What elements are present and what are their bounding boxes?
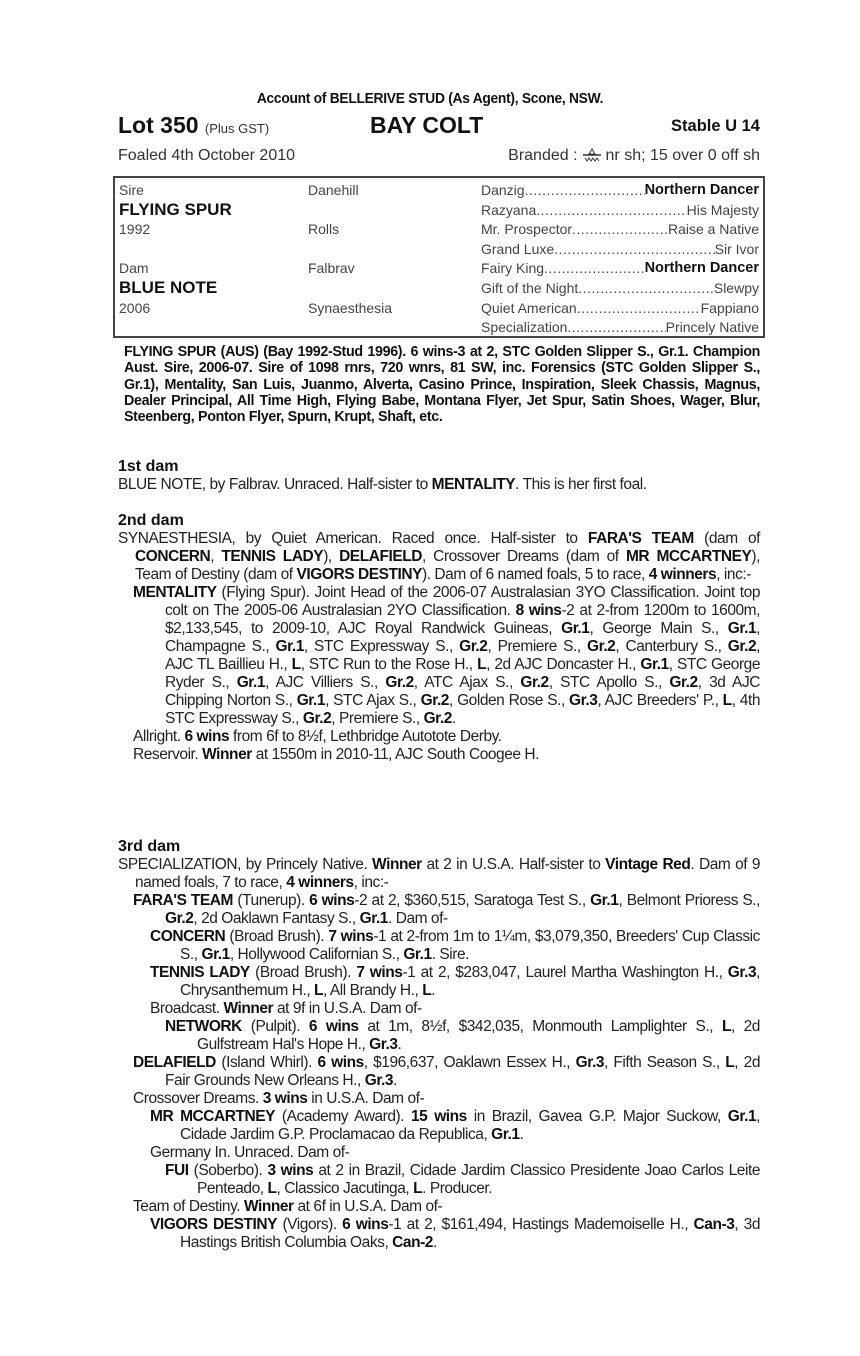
text-segment: , AJC Breeders' P.,: [597, 692, 723, 709]
highlighted-text: 6 wins: [309, 892, 355, 909]
highlighted-text: Gr.2: [520, 674, 549, 691]
great-grandparent-sire: Raise a Native: [667, 221, 759, 238]
highlighted-text: Gr.1: [727, 620, 757, 637]
dot-leader: [567, 319, 665, 335]
grandparent-name: Danehill: [308, 182, 359, 198]
highlighted-text: Gr.1: [236, 674, 266, 691]
highlighted-text: 6 wins: [184, 728, 230, 745]
highlighted-text: 7 wins: [356, 964, 403, 981]
text-segment: , Classico Jacutinga,: [276, 1180, 414, 1197]
text-segment: (Broad Brush).: [249, 964, 357, 981]
text-segment: , George Main S.,: [589, 620, 728, 637]
great-grandparent-name: Danzig: [481, 182, 525, 198]
great-grandparent-name: Quiet American: [481, 299, 577, 316]
highlighted-text: MENTALITY: [431, 476, 516, 493]
highlighted-text: L: [725, 1054, 735, 1071]
text-segment: . Producer.: [422, 1180, 493, 1197]
text-segment: , 4th STC Expressway S.,: [165, 692, 760, 727]
highlighted-text: DELAFIELD: [339, 548, 422, 565]
parent-label: 2006: [119, 299, 151, 316]
grandparent-name: Rolls: [308, 221, 340, 238]
great-grandparent-entry: [481, 300, 759, 316]
text-segment: , Champagne S.,: [165, 620, 760, 655]
highlighted-text: Gr.1: [590, 892, 619, 909]
great-grandparent-entry: [481, 260, 759, 276]
great-grandparent-sire: Fappiano: [700, 299, 759, 316]
dam-paragraph: [118, 584, 760, 728]
text-segment: BLUE NOTE, by Falbrav. Unraced. Half-sister to: [118, 476, 432, 493]
parent-name: FLYING SPUR: [119, 199, 232, 219]
text-segment: , 2d Oaklawn Fantasy S.,: [193, 910, 360, 927]
text-segment: (Island Whirl).: [215, 1054, 318, 1071]
text-segment: (Tunerup).: [233, 892, 310, 909]
pedigree-row: [115, 219, 763, 239]
text-segment: in U.S.A. Dam of-: [307, 1090, 425, 1107]
highlighted-text: L: [413, 1180, 423, 1197]
text-segment: from 6f to 8½f, Lethbridge Autotote Derby.: [229, 728, 502, 745]
highlighted-text: Gr.3: [369, 1036, 398, 1053]
parent-label: Sire: [119, 182, 144, 198]
highlighted-text: Gr.1: [296, 692, 326, 709]
great-grandparent-entry: [481, 280, 759, 296]
dot-leader: [572, 221, 668, 237]
highlighted-text: NETWORK: [165, 1018, 242, 1035]
highlighted-text: Gr.1: [561, 620, 590, 637]
highlighted-text: CONCERN: [150, 928, 226, 945]
text-segment: , Cidade Jardim G.P. Proclamacao da Republica,: [180, 1108, 760, 1143]
highlighted-text: Gr.2: [727, 638, 757, 655]
branded-info: [508, 147, 760, 165]
highlighted-text: Gr.3: [364, 1072, 394, 1089]
highlighted-text: Can-3: [693, 1216, 735, 1233]
highlighted-text: Can-2: [392, 1234, 433, 1251]
text-segment: -2 at 2, $360,515, Saratoga Test S.,: [354, 892, 591, 909]
text-segment: , inc:-: [716, 566, 751, 583]
sire-summary: FLYING SPUR (AUS) (Bay 1992-Stud 1996). 6 wins-3 at 2, STC Golden Slipper S., Gr.1. Champion Aust. Sire, 2006-07. Sire of 1098 rnrs, 720 wnrs, 81 SW, inc. Forensics (STC Golden Slipper S., Gr.1), Mentality, San Luis, Juanmo, Alverta, Casino Prince, Inspiration, Sleek Chassis, Magnus, Dealer Principal, All Time High, Flying Babe, Montana Flyer, Jet Spur, Satin Shoes, Wager, Blur, Steenberg, Ponton Flyer, Spurn, Krupt, Shaft, etc.: [124, 344, 760, 426]
dam-paragraph: [118, 1108, 760, 1144]
highlighted-text: Gr.2: [586, 638, 616, 655]
lot-number: [118, 112, 269, 139]
text-segment: ,: [210, 548, 222, 565]
highlighted-text: L: [721, 1018, 731, 1035]
highlighted-text: 6 wins: [308, 1018, 359, 1035]
text-segment: at 2 in Brazil, Cidade Jardim Classico Presidente Joao Carlos Leite Penteado,: [197, 1162, 760, 1197]
highlighted-text: 3 wins: [267, 1162, 314, 1179]
second-dam-section: [118, 512, 760, 764]
pedigree-row: [115, 317, 763, 337]
highlighted-text: FARA'S TEAM: [587, 530, 694, 547]
highlighted-text: L: [422, 982, 432, 999]
text-segment: Reservoir.: [133, 746, 203, 763]
highlighted-text: Gr.2: [385, 674, 414, 691]
text-segment: , STC Run to the Rose H.,: [300, 656, 478, 673]
highlighted-text: Gr.1: [640, 656, 669, 673]
highlighted-text: 4 winners: [648, 566, 717, 583]
brand-mark-icon: [582, 147, 602, 165]
lot-title: BAY COLT: [370, 112, 484, 138]
great-grandparent-entry: [481, 221, 759, 237]
highlighted-text: Gr.3: [727, 964, 757, 981]
dam-paragraph: [118, 856, 760, 892]
text-segment: , Crossover Dreams (dam of: [421, 548, 626, 565]
highlighted-text: MR MCCARTNEY: [150, 1108, 276, 1125]
highlighted-text: Gr.1: [275, 638, 304, 655]
great-grandparent-name: Mr. Prospector: [481, 221, 573, 238]
text-segment: in Brazil, Gavea G.P. Major Suckow,: [466, 1108, 728, 1125]
great-grandparent-sire: Slewpy: [713, 280, 759, 296]
vendor-account-line: Account of BELLERIVE STUD (As Agent), Scone, NSW.: [256, 90, 604, 107]
highlighted-text: L: [722, 692, 732, 709]
dam-paragraph: [118, 1018, 760, 1054]
text-segment: -2 at 2-from 1200m to 1600m, $2,133,545, to 2009-10, AJC Royal Randwick Guineas,: [165, 602, 760, 637]
great-grandparent-sire: His Majesty: [686, 201, 759, 218]
great-grandparent-entry: [481, 241, 759, 257]
highlighted-text: DELAFIELD: [133, 1054, 216, 1071]
lot-label: Lot 350: [118, 112, 199, 138]
dam-paragraph: [118, 1198, 760, 1216]
great-grandparent-name: Fairy King: [481, 260, 545, 277]
text-segment: SPECIALIZATION, by Princely Native.: [118, 856, 373, 873]
text-segment: , 3d AJC Chipping Norton S.,: [165, 674, 760, 709]
text-segment: (Flying Spur). Joint Head of the 2006-07 Australasian 3YO Classification. Joint top colt on The 2005-06 Australasian 2YO Classification.: [165, 584, 760, 619]
dot-leader: [554, 241, 714, 257]
text-segment: , AJC Villiers S.,: [265, 674, 386, 691]
highlighted-text: Winner: [372, 856, 422, 873]
great-grandparent-entry: [481, 202, 759, 218]
highlighted-text: CONCERN: [135, 548, 211, 565]
text-segment: at 2 in U.S.A. Half-sister to: [421, 856, 606, 873]
great-grandparent-sire: Northern Dancer: [644, 182, 759, 198]
dam-paragraph: [118, 1216, 760, 1252]
text-segment: , inc:-: [353, 874, 389, 891]
text-segment: , Belmont Prioress S.,: [618, 892, 761, 909]
great-grandparent-name: Razyana: [481, 201, 537, 218]
highlighted-text: 4 winners: [286, 874, 354, 891]
text-segment: (dam of: [693, 530, 760, 547]
pedigree-row: [115, 298, 763, 318]
dam-paragraph: [118, 1090, 760, 1108]
pedigree-row: [115, 200, 763, 220]
highlighted-text: Gr.2: [165, 910, 194, 927]
highlighted-text: Gr.2: [420, 692, 449, 709]
text-segment: .: [432, 1234, 437, 1251]
highlighted-text: 6 wins: [317, 1054, 364, 1071]
highlighted-text: Gr.3: [569, 692, 598, 709]
highlighted-text: L: [267, 1180, 277, 1197]
text-segment: . This is her first foal.: [515, 476, 647, 493]
text-segment: , Premiere S.,: [331, 710, 424, 727]
great-grandparent-sire: Northern Dancer: [644, 260, 759, 277]
text-segment: -1 at 2, $161,494, Hastings Mademoiselle H.,: [388, 1216, 694, 1233]
parent-label: 1992: [119, 221, 151, 238]
dam-paragraph: [118, 928, 760, 964]
dam-paragraph: [118, 476, 760, 494]
highlighted-text: Gr.1: [403, 946, 432, 963]
great-grandparent-name: Specialization: [481, 319, 568, 336]
text-segment: , ATC Ajax S.,: [413, 674, 521, 691]
dam-paragraph: [118, 1162, 760, 1198]
highlighted-text: Gr.2: [459, 638, 488, 655]
highlighted-text: Gr.1: [727, 1108, 757, 1125]
grandparent-name: Falbrav: [308, 260, 355, 277]
text-segment: .: [397, 1036, 402, 1053]
text-segment: , STC Ajax S.,: [325, 692, 421, 709]
first-dam-section: [118, 458, 760, 494]
branded-label: Branded :: [508, 147, 578, 164]
text-segment: -1 at 2, $283,047, Laurel Martha Washington H.,: [402, 964, 728, 981]
text-segment: , STC Expressway S.,: [303, 638, 460, 655]
highlighted-text: 8 wins: [515, 602, 562, 619]
text-segment: at 1550m in 2010-11, AJC South Coogee H.: [251, 746, 539, 763]
dam-paragraph: [118, 1000, 760, 1018]
highlighted-text: 3 wins: [262, 1090, 308, 1107]
text-segment: (Broad Brush).: [225, 928, 329, 945]
text-segment: ). Dam of 6 named foals, 5 to race,: [421, 566, 649, 583]
text-segment: , Hollywood Californian S.,: [229, 946, 404, 963]
dot-leader: [536, 202, 686, 218]
text-segment: , Fifth Season S.,: [604, 1054, 726, 1071]
dam-heading: 3rd dam: [118, 838, 181, 855]
third-dam-section: [118, 838, 760, 1252]
text-segment: (Pulpit).: [241, 1018, 309, 1035]
highlighted-text: FUI: [165, 1162, 189, 1179]
text-segment: . Dam of-: [387, 910, 448, 927]
pedigree-row: [115, 239, 763, 259]
text-segment: (Vigors).: [277, 1216, 343, 1233]
highlighted-text: VIGORS DESTINY: [150, 1216, 278, 1233]
stable-location: Stable U 14: [671, 117, 760, 135]
text-segment: . Sire.: [431, 946, 470, 963]
text-segment: Team of Destiny.: [133, 1198, 244, 1215]
text-segment: .: [431, 982, 436, 999]
great-grandparent-sire: Sir Ivor: [714, 240, 759, 257]
highlighted-text: 6 wins: [342, 1216, 389, 1233]
dam-heading: 2nd dam: [118, 512, 184, 529]
dam-paragraph: [118, 892, 760, 928]
highlighted-text: Winner: [202, 746, 252, 763]
text-segment: , STC Apollo S.,: [548, 674, 670, 691]
parent-label: Dam: [119, 260, 149, 277]
text-segment: , Chrysanthemum H.,: [180, 964, 761, 999]
text-segment: , 2d AJC Doncaster H.,: [486, 656, 641, 673]
text-segment: at 1m, 8½f, $342,035, Monmouth Lamplighter S.,: [358, 1018, 722, 1035]
text-segment: Crossover Dreams.: [133, 1090, 263, 1107]
highlighted-text: Gr.3: [575, 1054, 604, 1071]
pedigree-row: [115, 180, 763, 200]
branded-detail: nr sh; 15 over 0 off sh: [605, 147, 760, 164]
dot-leader: [577, 300, 701, 316]
text-segment: -1 at 2-from 1m to 1¼m, $3,079,350, Breeders' Cup Classic S.,: [180, 928, 760, 963]
text-segment: , 2d Gulfstream Hal's Hope H.,: [197, 1018, 760, 1053]
text-segment: ),: [323, 548, 340, 565]
highlighted-text: L: [314, 982, 324, 999]
text-segment: .: [393, 1072, 397, 1089]
text-segment: (Soberbo).: [188, 1162, 268, 1179]
highlighted-text: Gr.1: [359, 910, 388, 927]
highlighted-text: 7 wins: [328, 928, 374, 945]
text-segment: , Premiere S.,: [487, 638, 587, 655]
dam-paragraph: [118, 728, 760, 746]
great-grandparent-sire: Princely Native: [665, 319, 759, 336]
text-segment: at 6f in U.S.A. Dam of-: [293, 1198, 443, 1215]
text-segment: .: [519, 1126, 524, 1143]
great-grandparent-entry: [481, 182, 759, 198]
pedigree-table: [113, 176, 765, 338]
text-segment: Germany In. Unraced. Dam of-: [150, 1144, 350, 1161]
highlighted-text: VIGORS DESTINY: [296, 566, 422, 583]
great-grandparent-name: Gift of the Night: [481, 280, 579, 296]
dam-paragraph: [118, 964, 760, 1000]
highlighted-text: FARA'S TEAM: [133, 892, 234, 909]
highlighted-text: TENNIS LADY: [221, 548, 324, 565]
highlighted-text: Winner: [223, 1000, 274, 1017]
dam-heading: 1st dam: [118, 458, 179, 475]
highlighted-text: Vintage Red: [605, 856, 691, 873]
text-segment: , $196,637, Oaklawn Essex H.,: [363, 1054, 576, 1071]
dot-leader: [544, 260, 645, 276]
gst-note: (Plus GST): [204, 121, 270, 136]
text-segment: ), Team of Destiny (dam of: [135, 548, 760, 583]
text-segment: . Dam of 9 named foals, 7 to race,: [135, 856, 760, 891]
dam-paragraph: [118, 530, 760, 584]
highlighted-text: Winner: [243, 1198, 294, 1215]
text-segment: .: [451, 710, 456, 727]
text-segment: , 2d Fair Grounds New Orleans H.,: [165, 1054, 760, 1089]
text-segment: , 3d Hastings British Columbia Oaks,: [180, 1216, 760, 1251]
highlighted-text: MENTALITY: [133, 584, 217, 601]
dot-leader: [525, 182, 645, 198]
highlighted-text: Gr.1: [201, 946, 230, 963]
dot-leader: [578, 280, 714, 296]
highlighted-text: TENNIS LADY: [150, 964, 250, 981]
dam-paragraph: [118, 1054, 760, 1090]
highlighted-text: Gr.1: [491, 1126, 520, 1143]
text-segment: , Golden Rose S.,: [448, 692, 570, 709]
foaled-date: Foaled 4th October 2010: [118, 147, 296, 164]
pedigree-row: [115, 278, 763, 298]
parent-name: BLUE NOTE: [119, 278, 218, 297]
highlighted-text: Gr.2: [423, 710, 452, 727]
text-segment: SYNAESTHESIA, by Quiet American. Raced once. Half-sister to: [118, 530, 588, 547]
text-segment: (Academy Award).: [275, 1108, 411, 1125]
highlighted-text: Gr.2: [302, 710, 332, 727]
text-segment: Allright.: [133, 728, 185, 745]
text-segment: , STC George Ryder S.,: [165, 656, 761, 691]
dam-paragraph: [118, 1144, 760, 1162]
highlighted-text: L: [291, 656, 301, 673]
grandparent-name: Synaesthesia: [308, 299, 393, 316]
highlighted-text: 15 wins: [410, 1108, 467, 1125]
great-grandparent-entry: [481, 319, 759, 335]
text-segment: , AJC TL Baillieu H.,: [165, 638, 760, 673]
text-segment: at 9f in U.S.A. Dam of-: [273, 1000, 422, 1017]
great-grandparent-name: Grand Luxe: [481, 240, 555, 257]
pedigree-row: [115, 258, 763, 278]
text-segment: Broadcast.: [150, 1000, 224, 1017]
highlighted-text: Gr.2: [669, 674, 698, 691]
text-segment: , All Brandy H.,: [323, 982, 423, 999]
highlighted-text: MR MCCARTNEY: [625, 548, 752, 565]
text-segment: , Canterbury S.,: [615, 638, 728, 655]
highlighted-text: L: [477, 656, 487, 673]
dam-paragraph: [118, 746, 760, 764]
